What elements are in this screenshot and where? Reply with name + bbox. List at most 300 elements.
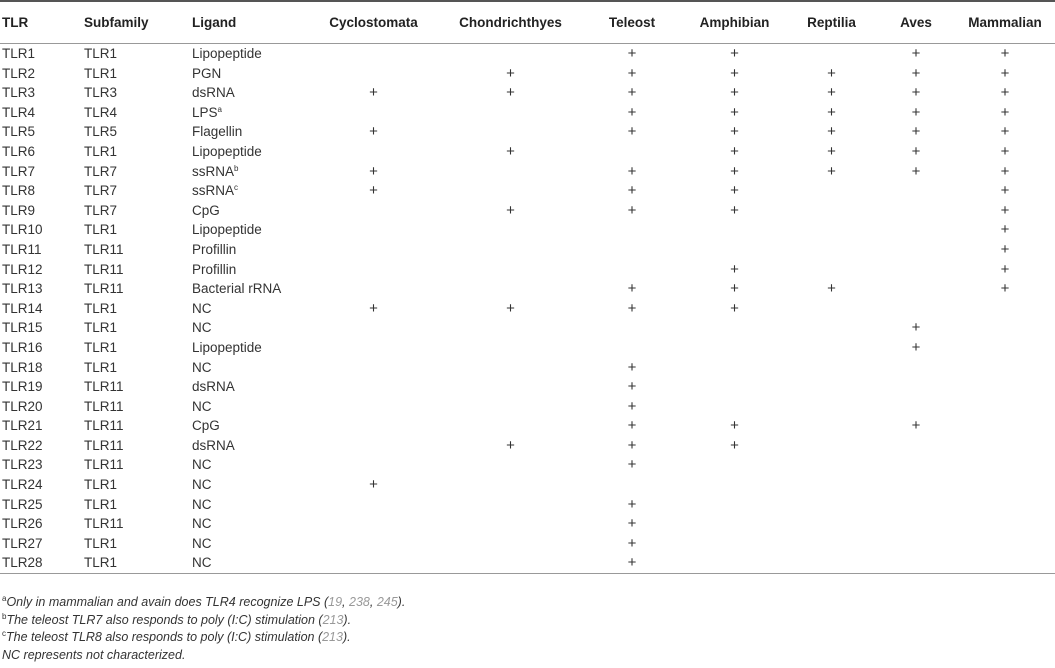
table-row	[0, 514, 1055, 534]
footnote-text: ,	[342, 595, 349, 609]
presence-cell	[579, 181, 683, 201]
cell-ligand	[190, 377, 305, 397]
presence-cell	[683, 201, 784, 221]
presence-cell	[784, 181, 877, 201]
cell-tlr: TLR19	[2, 379, 43, 395]
presence-cell	[440, 436, 579, 456]
presence-cell	[579, 240, 683, 260]
presence-cell	[683, 416, 784, 436]
cell-tlr: TLR1	[2, 46, 36, 61]
presence-cell	[579, 455, 683, 475]
presence-cell	[784, 44, 877, 64]
presence-cell	[877, 534, 953, 554]
cell-ligand	[190, 44, 305, 64]
cell-ligand	[190, 338, 305, 358]
presence-mark: +	[911, 64, 921, 82]
presence-cell	[305, 142, 440, 162]
presence-mark: +	[730, 45, 739, 62]
ligand-text: NC	[192, 535, 212, 551]
presence-cell	[784, 475, 877, 495]
cell-tlr: TLR15	[2, 320, 43, 336]
presence-cell	[877, 260, 953, 280]
presence-mark: +	[730, 103, 739, 121]
presence-cell	[440, 397, 579, 417]
presence-mark: +	[1000, 221, 1010, 239]
presence-cell	[784, 162, 877, 182]
presence-cell	[305, 495, 440, 515]
presence-cell	[877, 495, 953, 515]
presence-cell	[953, 181, 1055, 201]
presence-cell	[305, 338, 440, 358]
presence-cell	[877, 279, 953, 299]
header-subfamily: Subfamily	[82, 1, 190, 44]
presence-mark: +	[369, 299, 378, 317]
presence-cell	[305, 220, 440, 240]
presence-cell	[440, 103, 579, 123]
presence-cell	[683, 318, 784, 338]
presence-mark: +	[827, 123, 836, 141]
presence-mark: +	[730, 417, 739, 435]
ligand-text: NC	[192, 555, 212, 571]
table-row	[0, 64, 1055, 84]
presence-cell	[953, 142, 1055, 162]
presence-mark: +	[911, 319, 921, 337]
presence-mark: +	[827, 162, 836, 180]
cell-subfamily: TLR1	[84, 46, 118, 61]
presence-cell	[953, 83, 1055, 103]
presence-cell	[784, 377, 877, 397]
presence-cell	[305, 514, 440, 534]
presence-cell	[784, 260, 877, 280]
presence-mark: +	[627, 280, 637, 298]
presence-cell	[683, 534, 784, 554]
presence-cell	[305, 475, 440, 495]
presence-cell	[877, 220, 953, 240]
ligand-text: Bacterial rRNA	[192, 281, 282, 297]
cell-subfamily: TLR11	[84, 281, 124, 297]
presence-mark: +	[911, 103, 921, 121]
presence-cell	[440, 455, 579, 475]
presence-cell	[579, 279, 683, 299]
presence-cell	[305, 299, 440, 319]
footnote-text: ,	[369, 595, 377, 609]
cell-subfamily: TLR1	[84, 477, 118, 493]
presence-cell	[877, 201, 953, 221]
presence-cell	[440, 377, 579, 397]
ligand-text: Profillin	[192, 241, 237, 257]
footnote-text: NC represents not characterized.	[2, 647, 186, 662]
presence-cell	[440, 240, 579, 260]
cell-subfamily: TLR11	[84, 379, 124, 395]
presence-cell	[579, 44, 683, 64]
presence-cell	[877, 103, 953, 123]
cell-subfamily: TLR11	[84, 398, 124, 414]
ligand-text: LPS	[192, 104, 218, 120]
presence-cell	[953, 377, 1055, 397]
table-row	[0, 338, 1055, 358]
ligand-footnote-marker: b	[234, 163, 239, 173]
cell-tlr: TLR14	[2, 300, 43, 316]
presence-mark: +	[506, 436, 515, 454]
cell-subfamily: TLR11	[84, 418, 124, 434]
presence-mark: +	[730, 84, 739, 102]
presence-mark: +	[627, 436, 637, 454]
cell-ligand	[190, 240, 305, 260]
header-amphibian: Amphibian	[683, 1, 784, 44]
footnote-text: Only in mammalian and avain does TLR4 recognize LPS (	[6, 595, 329, 609]
ligand-footnote-marker: c	[234, 183, 239, 193]
presence-cell	[579, 475, 683, 495]
table-row	[0, 436, 1055, 456]
table-row	[0, 534, 1055, 554]
presence-cell	[440, 220, 579, 240]
ligand-text: CpG	[192, 202, 220, 218]
presence-cell	[579, 83, 683, 103]
cell-subfamily: TLR1	[84, 496, 118, 512]
presence-cell	[440, 181, 579, 201]
ligand-text: Lipopeptide	[192, 46, 262, 61]
presence-cell	[953, 260, 1055, 280]
presence-cell	[953, 299, 1055, 319]
cell-ligand	[190, 318, 305, 338]
presence-cell	[784, 514, 877, 534]
table-row	[0, 260, 1055, 280]
cell-ligand	[190, 514, 305, 534]
cell-subfamily: TLR11	[84, 261, 124, 277]
presence-cell	[877, 83, 953, 103]
table-row	[0, 44, 1055, 64]
table-body	[0, 44, 1055, 574]
presence-cell	[305, 260, 440, 280]
presence-cell	[877, 181, 953, 201]
presence-cell	[953, 495, 1055, 515]
cell-ligand	[190, 553, 305, 573]
cell-subfamily: TLR1	[84, 359, 118, 375]
presence-cell	[440, 318, 579, 338]
presence-mark: +	[627, 554, 637, 572]
cell-subfamily: TLR5	[84, 124, 118, 140]
table-row	[0, 318, 1055, 338]
presence-cell	[579, 103, 683, 123]
presence-cell	[784, 64, 877, 84]
presence-mark: +	[730, 162, 739, 180]
footnote-marker: c	[2, 629, 6, 639]
presence-mark: +	[730, 142, 739, 160]
cell-tlr: TLR10	[2, 222, 43, 238]
presence-cell	[683, 142, 784, 162]
presence-cell	[305, 397, 440, 417]
presence-cell	[683, 338, 784, 358]
presence-mark: +	[627, 182, 637, 200]
presence-mark: +	[506, 201, 515, 219]
presence-mark: +	[369, 182, 378, 200]
table-row	[0, 122, 1055, 142]
cell-ligand	[190, 397, 305, 417]
presence-cell	[579, 358, 683, 378]
table-row	[0, 455, 1055, 475]
table-row	[0, 181, 1055, 201]
presence-cell	[579, 162, 683, 182]
presence-cell	[305, 240, 440, 260]
footnote-text: The teleost TLR7 also responds to poly (I:C) stimulation (	[6, 612, 323, 627]
presence-cell	[953, 455, 1055, 475]
reference-link[interactable]: 19	[328, 595, 343, 609]
presence-cell	[683, 514, 784, 534]
header-cyclostomata: Cyclostomata	[305, 1, 440, 44]
cell-tlr: TLR6	[2, 143, 36, 159]
header-reptilia: Reptilia	[784, 1, 877, 44]
cell-tlr: TLR28	[2, 555, 43, 571]
ligand-text: NC	[192, 477, 212, 493]
presence-cell	[953, 122, 1055, 142]
presence-cell	[877, 377, 953, 397]
presence-cell	[579, 495, 683, 515]
presence-cell	[305, 279, 440, 299]
presence-cell	[683, 181, 784, 201]
presence-cell	[683, 220, 784, 240]
presence-cell	[953, 416, 1055, 436]
presence-cell	[683, 83, 784, 103]
presence-cell	[953, 220, 1055, 240]
table-row	[0, 103, 1055, 123]
ligand-text: NC	[192, 496, 212, 512]
cell-subfamily: TLR1	[84, 339, 118, 355]
cell-tlr: TLR25	[2, 496, 43, 512]
presence-cell	[784, 397, 877, 417]
presence-mark: +	[506, 142, 515, 160]
presence-cell	[440, 416, 579, 436]
table-row	[0, 495, 1055, 515]
cell-ligand	[190, 358, 305, 378]
table-row	[0, 397, 1055, 417]
table-row	[0, 83, 1055, 103]
presence-mark: +	[911, 123, 921, 141]
presence-cell	[877, 358, 953, 378]
footnote	[2, 612, 1052, 630]
table-row	[0, 299, 1055, 319]
footnote-marker: a	[2, 594, 7, 603]
presence-mark: +	[627, 201, 637, 219]
header-chondrichthyes: Chondrichthyes	[440, 1, 579, 44]
table-row	[0, 279, 1055, 299]
presence-cell	[784, 220, 877, 240]
cell-ligand	[190, 103, 305, 123]
cell-ligand	[190, 475, 305, 495]
presence-cell	[305, 201, 440, 221]
cell-tlr: TLR11	[2, 241, 42, 257]
presence-mark: +	[627, 495, 637, 513]
presence-mark: +	[506, 64, 515, 82]
presence-mark: +	[506, 299, 515, 317]
presence-cell	[683, 240, 784, 260]
ligand-text: PGN	[192, 65, 222, 81]
presence-cell	[877, 162, 953, 182]
presence-mark: +	[506, 84, 515, 102]
reference-link[interactable]: 213	[322, 630, 343, 645]
presence-cell	[579, 318, 683, 338]
presence-cell	[953, 279, 1055, 299]
presence-cell	[683, 122, 784, 142]
presence-cell	[877, 240, 953, 260]
presence-cell	[683, 260, 784, 280]
presence-cell	[784, 240, 877, 260]
presence-cell	[579, 299, 683, 319]
ligand-text: NC	[192, 516, 212, 532]
presence-mark: +	[827, 103, 836, 121]
footnote-text: ).	[343, 612, 352, 627]
cell-subfamily: TLR1	[84, 222, 118, 238]
reference-link[interactable]: 213	[322, 612, 344, 627]
presence-cell	[440, 44, 579, 64]
cell-ligand	[190, 181, 305, 201]
presence-cell	[784, 318, 877, 338]
presence-cell	[953, 162, 1055, 182]
presence-mark: +	[1000, 142, 1010, 160]
cell-ligand	[190, 64, 305, 84]
ligand-text: Lipopeptide	[192, 222, 262, 238]
presence-mark: +	[730, 260, 739, 278]
presence-mark: +	[911, 417, 921, 435]
presence-cell	[784, 103, 877, 123]
cell-subfamily: TLR3	[84, 85, 118, 101]
presence-mark: +	[911, 84, 921, 102]
presence-mark: +	[369, 476, 378, 494]
presence-mark: +	[369, 84, 378, 102]
presence-cell	[877, 416, 953, 436]
table-row	[0, 475, 1055, 495]
presence-cell	[579, 260, 683, 280]
table-header	[0, 1, 1055, 44]
presence-cell	[877, 397, 953, 417]
presence-cell	[877, 553, 953, 573]
presence-mark: +	[627, 358, 637, 376]
presence-cell	[305, 318, 440, 338]
ligand-text: Lipopeptide	[192, 143, 262, 159]
presence-mark: +	[627, 103, 637, 121]
presence-cell	[579, 142, 683, 162]
cell-ligand	[190, 260, 305, 280]
presence-cell	[953, 553, 1055, 573]
cell-tlr: TLR5	[2, 124, 36, 140]
presence-mark: +	[369, 162, 378, 180]
presence-cell	[877, 318, 953, 338]
presence-cell	[784, 436, 877, 456]
presence-mark: +	[627, 456, 637, 474]
presence-cell	[953, 436, 1055, 456]
presence-cell	[877, 436, 953, 456]
header-mammalian: Mammalian	[953, 1, 1055, 44]
ligand-text: Flagellin	[192, 124, 243, 140]
cell-ligand	[190, 436, 305, 456]
presence-cell	[953, 201, 1055, 221]
presence-cell	[440, 83, 579, 103]
presence-cell	[305, 377, 440, 397]
presence-cell	[305, 534, 440, 554]
presence-mark: +	[1000, 162, 1010, 180]
table-row	[0, 416, 1055, 436]
table-row	[0, 240, 1055, 260]
presence-mark: +	[911, 142, 921, 160]
presence-cell	[953, 318, 1055, 338]
presence-cell	[784, 299, 877, 319]
presence-cell	[683, 436, 784, 456]
cell-subfamily: TLR7	[84, 163, 118, 179]
cell-tlr: TLR2	[2, 65, 36, 81]
cell-tlr: TLR21	[2, 418, 43, 434]
presence-cell	[579, 436, 683, 456]
presence-mark: +	[827, 280, 836, 298]
presence-mark: +	[369, 123, 378, 141]
ligand-footnote-marker: a	[217, 104, 222, 114]
presence-cell	[305, 455, 440, 475]
reference-link[interactable]: 238	[349, 595, 370, 609]
presence-cell	[683, 455, 784, 475]
presence-cell	[440, 122, 579, 142]
presence-cell	[440, 201, 579, 221]
presence-mark: +	[1000, 103, 1010, 121]
presence-cell	[305, 181, 440, 201]
ligand-text: NC	[192, 457, 212, 473]
presence-mark: +	[911, 45, 921, 62]
cell-subfamily: TLR11	[84, 437, 124, 453]
presence-mark: +	[1000, 123, 1010, 141]
cell-tlr: TLR8	[2, 183, 36, 199]
presence-cell	[683, 279, 784, 299]
presence-cell	[440, 64, 579, 84]
presence-cell	[784, 83, 877, 103]
presence-cell	[683, 64, 784, 84]
presence-cell	[953, 103, 1055, 123]
table-row	[0, 220, 1055, 240]
presence-mark: +	[1000, 84, 1010, 102]
cell-tlr: TLR20	[2, 398, 43, 414]
table-footnotes	[2, 594, 1052, 664]
cell-subfamily: TLR1	[84, 300, 118, 316]
presence-mark: +	[1000, 201, 1010, 219]
presence-cell	[440, 338, 579, 358]
presence-cell	[953, 397, 1055, 417]
presence-mark: +	[730, 182, 739, 200]
presence-cell	[579, 534, 683, 554]
cell-subfamily: TLR11	[84, 241, 124, 257]
cell-subfamily: TLR7	[84, 202, 118, 218]
presence-cell	[579, 514, 683, 534]
presence-cell	[440, 495, 579, 515]
cell-ligand	[190, 83, 305, 103]
presence-cell	[953, 514, 1055, 534]
presence-cell	[305, 416, 440, 436]
presence-cell	[305, 436, 440, 456]
presence-mark: +	[627, 378, 637, 396]
table-row	[0, 377, 1055, 397]
presence-mark: +	[627, 299, 637, 317]
presence-cell	[579, 64, 683, 84]
cell-subfamily: TLR7	[84, 183, 118, 199]
presence-mark: +	[1000, 182, 1010, 200]
cell-tlr: TLR12	[2, 261, 43, 277]
footnote	[2, 647, 1052, 665]
cell-ligand	[190, 416, 305, 436]
presence-cell	[784, 455, 877, 475]
cell-tlr: TLR7	[2, 163, 36, 179]
header-tlr: TLR	[0, 1, 82, 44]
reference-link[interactable]: 245	[376, 595, 398, 609]
presence-cell	[440, 279, 579, 299]
presence-cell	[579, 338, 683, 358]
presence-cell	[784, 553, 877, 573]
presence-mark: +	[627, 515, 637, 533]
cell-ligand	[190, 534, 305, 554]
